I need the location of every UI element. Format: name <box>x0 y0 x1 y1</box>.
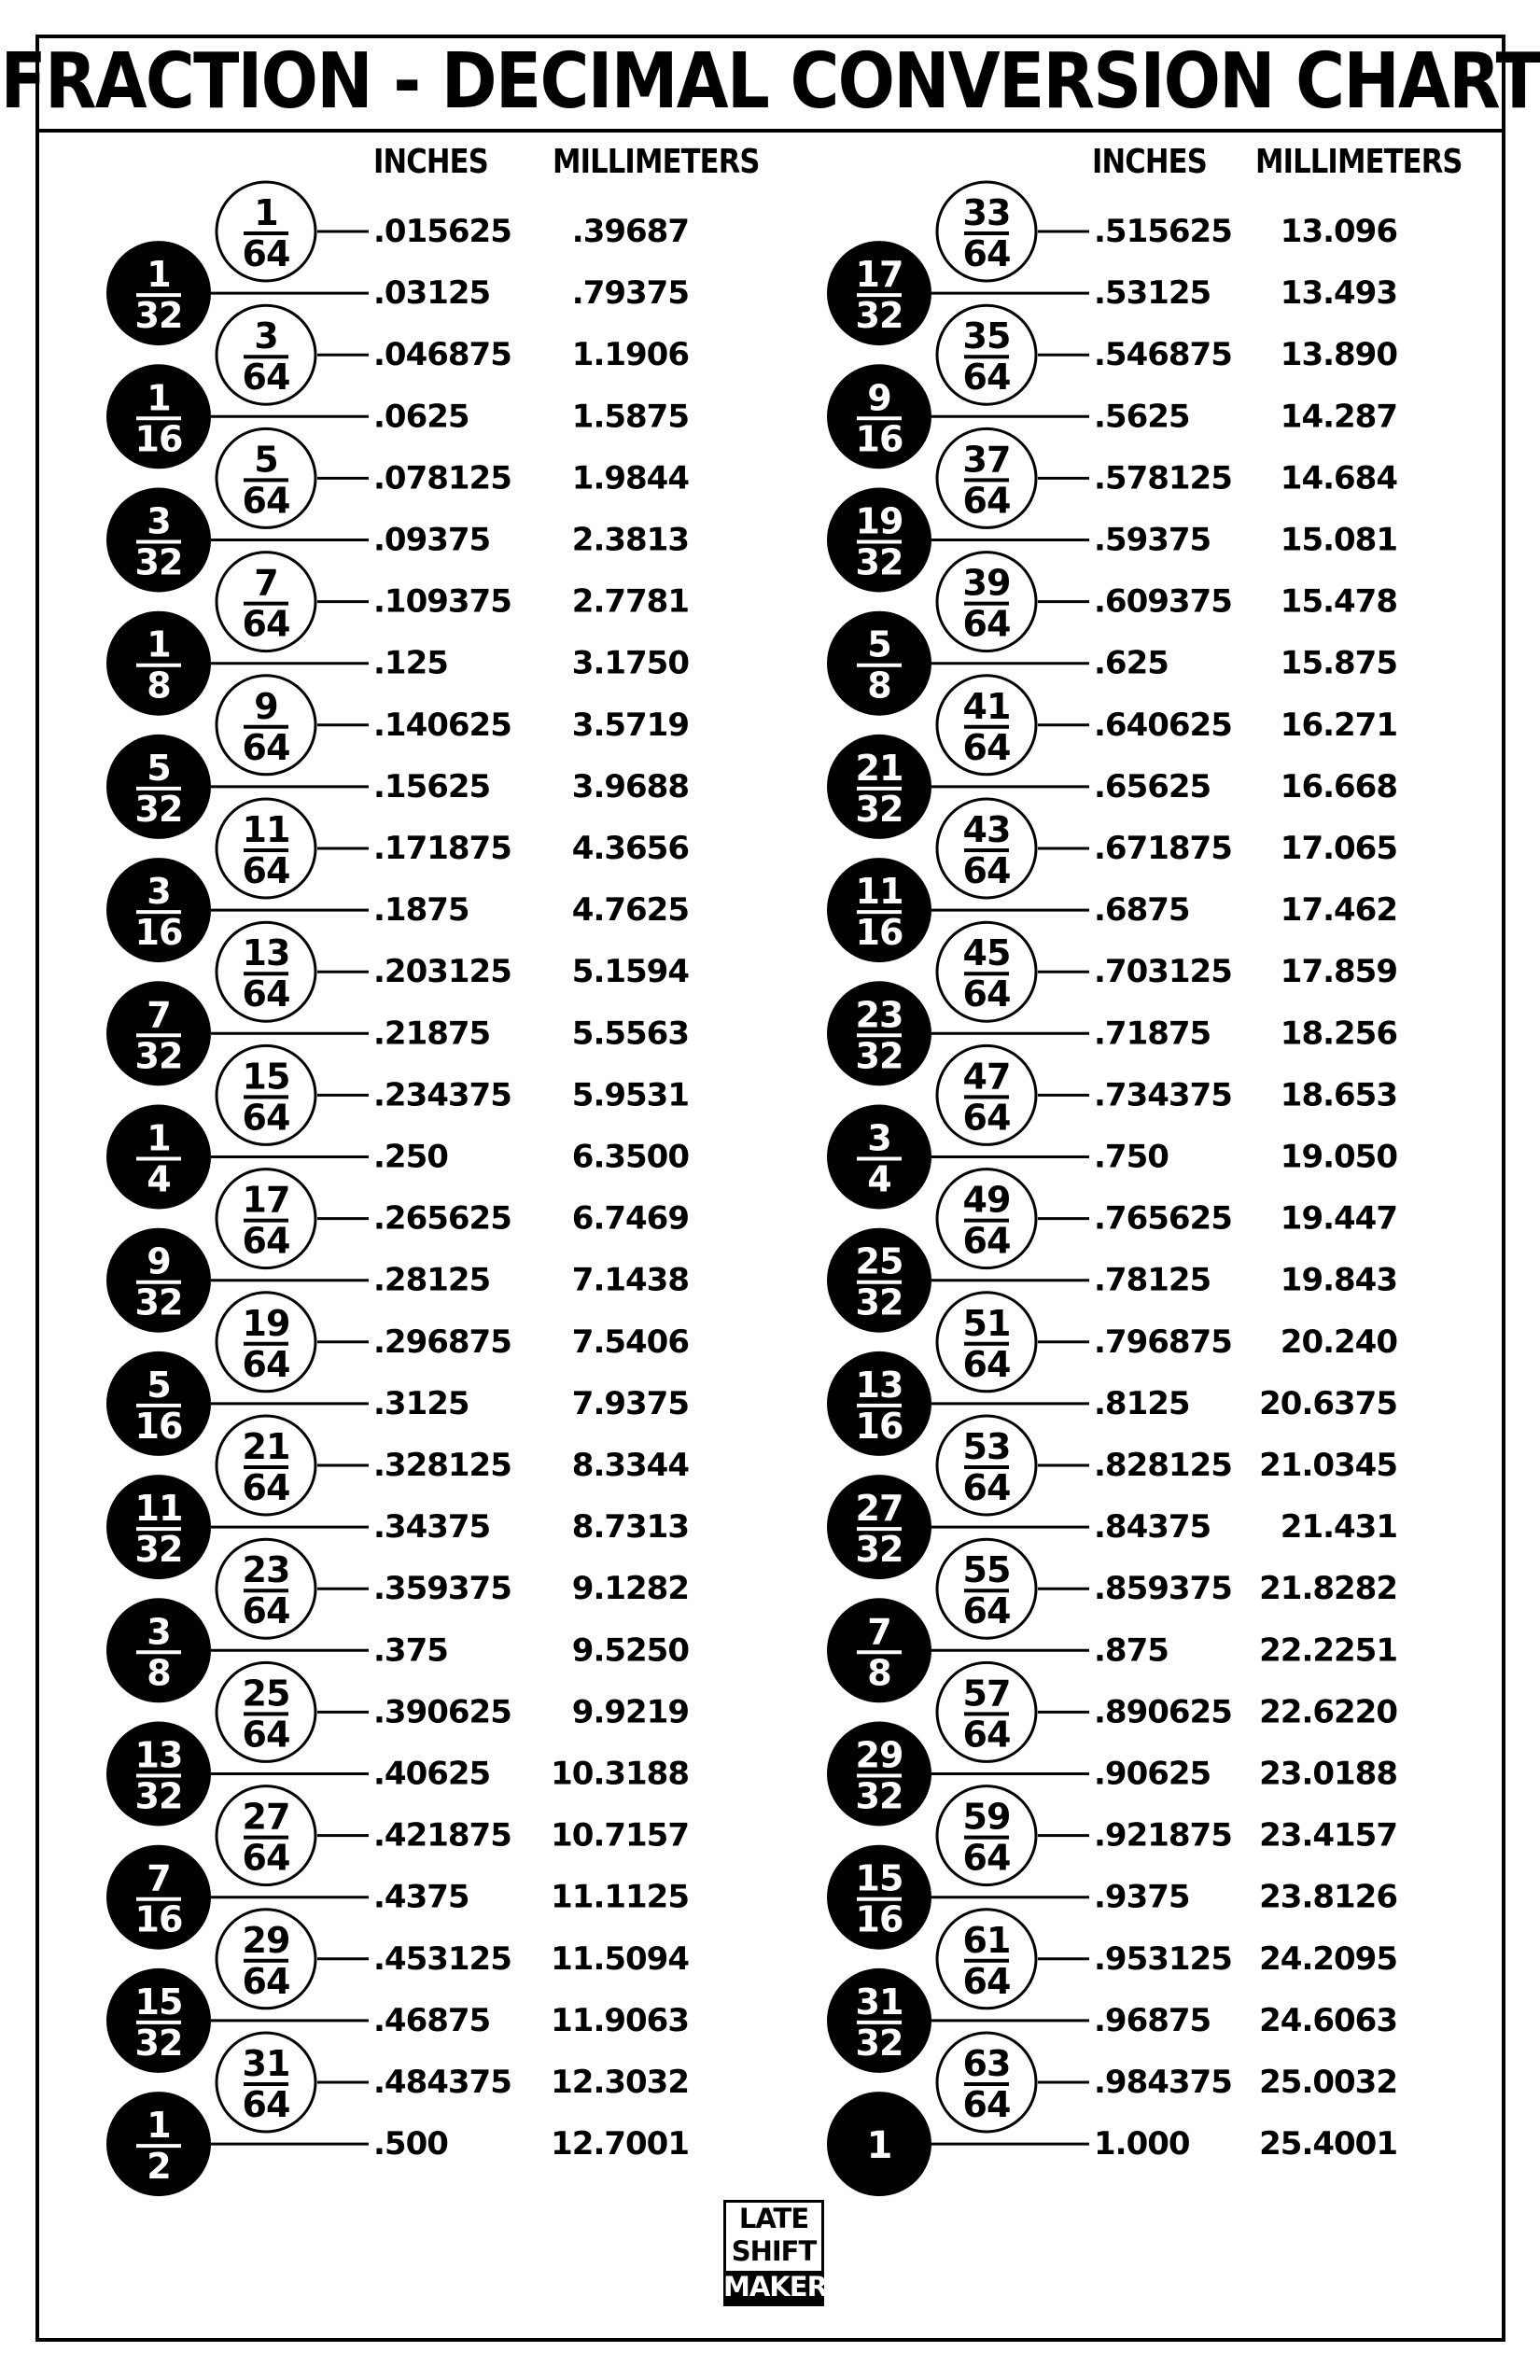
left-row-26-inches-value: .40625 <box>373 1755 491 1793</box>
right-row-7-mm-value: 15.478 <box>1280 582 1397 621</box>
right-row-2-inches-value: .53125 <box>1094 274 1211 313</box>
right-row-28-numerator: 15 <box>855 1857 903 1899</box>
right-row-5-mm-value: 14.684 <box>1280 459 1397 497</box>
right-row-25-inches-value: .890625 <box>1094 1693 1232 1731</box>
left-row-31-mm-value: 12.3032 <box>551 2064 689 2101</box>
left-row-25-inches-value: .390625 <box>373 1693 511 1731</box>
right-row-14-inches-value: .71875 <box>1094 1015 1211 1053</box>
right-row-28-inches-value: .9375 <box>1094 1878 1190 1916</box>
right-row-12-mm-value: 17.462 <box>1280 891 1397 930</box>
right-row-19-numerator: 51 <box>962 1302 1011 1344</box>
left-row-23-inches-value: .359375 <box>373 1570 511 1608</box>
left-row-26-mm-value: 10.3188 <box>551 1755 689 1793</box>
right-row-2-denominator: 32 <box>855 295 903 337</box>
left-row-19-numerator: 19 <box>242 1302 290 1344</box>
left-row-9-inches-value: .140625 <box>373 706 511 744</box>
right-row-21-mm-value: 21.0345 <box>1259 1447 1397 1484</box>
right-inches-header: INCHES <box>1092 143 1207 181</box>
right-row-23-inches-value: .859375 <box>1094 1570 1232 1608</box>
right-row-16-inches-value: .750 <box>1094 1138 1169 1176</box>
right-row-3-numerator: 35 <box>962 315 1011 357</box>
right-row-21-inches-value: .828125 <box>1094 1447 1232 1484</box>
right-row-17-numerator: 49 <box>962 1179 1011 1221</box>
right-row-29-denominator: 64 <box>962 1960 1011 2002</box>
right-row-13-denominator: 64 <box>962 973 1011 1015</box>
right-row-1-mm-value: 13.096 <box>1280 213 1397 250</box>
left-row-12-mm-value: 4.7625 <box>571 891 689 930</box>
right-row-20-inches-value: .8125 <box>1094 1384 1190 1422</box>
right-row-30-inches-value: .96875 <box>1094 2001 1211 2039</box>
right-row-31-mm-value: 25.0032 <box>1259 2064 1397 2101</box>
right-row-5-denominator: 64 <box>962 480 1011 522</box>
right-row-6-denominator: 32 <box>855 541 903 583</box>
left-row-13-denominator: 64 <box>242 973 290 1015</box>
left-row-16-numerator: 1 <box>147 1117 171 1159</box>
right-row-24-mm-value: 22.2251 <box>1259 1631 1397 1670</box>
right-row-25-numerator: 57 <box>962 1673 1011 1715</box>
right-row-16-mm-value: 19.050 <box>1280 1138 1397 1176</box>
right-row-22-inches-value: .84375 <box>1094 1508 1211 1547</box>
left-row-10-mm-value: 3.9688 <box>571 767 689 805</box>
left-row-28-numerator: 7 <box>147 1857 171 1899</box>
left-row-22-mm-value: 8.7313 <box>571 1508 689 1547</box>
right-row-1-denominator: 64 <box>962 233 1011 274</box>
right-row-30-denominator: 32 <box>855 2022 903 2064</box>
left-row-27-denominator: 64 <box>242 1837 290 1879</box>
left-row-18-numerator: 9 <box>147 1240 171 1282</box>
right-row-24-denominator: 8 <box>867 1652 891 1694</box>
right-row-12-denominator: 16 <box>855 912 903 954</box>
left-row-4-mm-value: 1.5875 <box>571 398 689 436</box>
left-row-26-denominator: 32 <box>134 1775 183 1817</box>
left-row-22-numerator: 11 <box>134 1488 183 1530</box>
left-row-7-inches-value: .109375 <box>373 582 511 621</box>
left-row-29-numerator: 29 <box>242 1919 290 1961</box>
left-row-3-mm-value: 1.1906 <box>571 336 689 374</box>
right-row-3-mm-value: 13.890 <box>1280 336 1397 374</box>
right-row-27-inches-value: .921875 <box>1094 1816 1232 1855</box>
right-row-26-numerator: 29 <box>855 1734 903 1776</box>
right-row-22-numerator: 27 <box>855 1488 903 1530</box>
left-row-25-numerator: 25 <box>242 1673 290 1715</box>
left-row-3-denominator: 64 <box>242 357 290 399</box>
right-row-18-inches-value: .78125 <box>1094 1261 1211 1299</box>
left-row-3-inches-value: .046875 <box>373 336 511 374</box>
right-row-14-denominator: 32 <box>855 1035 903 1077</box>
right-row-7-numerator: 39 <box>962 562 1011 604</box>
left-row-10-inches-value: .15625 <box>373 767 491 805</box>
left-millimeters-header: MILLIMETERS <box>553 143 760 181</box>
left-row-7-numerator: 7 <box>254 562 278 604</box>
left-row-29-mm-value: 11.5094 <box>551 1939 689 1978</box>
left-row-11-denominator: 64 <box>242 850 290 891</box>
right-row-16-denominator: 4 <box>867 1158 891 1200</box>
left-row-13-numerator: 13 <box>242 932 290 974</box>
left-row-1-mm-value: .39687 <box>571 213 689 250</box>
left-row-8-inches-value: .125 <box>373 644 448 682</box>
right-row-26-mm-value: 23.0188 <box>1259 1755 1397 1793</box>
right-row-9-denominator: 64 <box>962 726 1011 768</box>
left-row-20-inches-value: .3125 <box>373 1384 469 1422</box>
left-row-3-numerator: 3 <box>254 315 278 357</box>
left-row-15-numerator: 15 <box>242 1056 290 1098</box>
left-row-25-mm-value: 9.9219 <box>571 1693 689 1731</box>
left-row-11-numerator: 11 <box>242 809 290 850</box>
right-row-24-numerator: 7 <box>867 1611 891 1653</box>
right-row-11-denominator: 64 <box>962 850 1011 891</box>
left-row-21-numerator: 21 <box>242 1426 290 1467</box>
left-row-9-denominator: 64 <box>242 726 290 768</box>
left-row-11-inches-value: .171875 <box>373 830 511 867</box>
right-row-16-numerator: 3 <box>867 1117 891 1159</box>
left-row-14-denominator: 32 <box>134 1035 183 1077</box>
left-inches-header: INCHES <box>373 143 488 181</box>
left-row-15-inches-value: .234375 <box>373 1076 511 1114</box>
right-row-30-numerator: 31 <box>855 1981 903 2023</box>
right-row-9-mm-value: 16.271 <box>1280 706 1397 744</box>
left-row-1-numerator: 1 <box>254 192 278 233</box>
right-row-2-numerator: 17 <box>855 254 903 296</box>
right-row-10-denominator: 32 <box>855 788 903 830</box>
right-row-27-mm-value: 23.4157 <box>1259 1816 1397 1855</box>
left-row-4-numerator: 1 <box>147 377 171 419</box>
right-row-8-mm-value: 15.875 <box>1280 644 1397 682</box>
left-row-14-mm-value: 5.5563 <box>571 1015 689 1053</box>
left-row-15-denominator: 64 <box>242 1097 290 1139</box>
left-row-10-numerator: 5 <box>147 747 171 789</box>
left-row-12-inches-value: .1875 <box>373 891 469 930</box>
left-row-13-mm-value: 5.1594 <box>571 953 689 991</box>
right-row-31-numerator: 63 <box>962 2043 1011 2084</box>
left-row-4-denominator: 16 <box>134 418 183 460</box>
left-row-28-denominator: 16 <box>134 1898 183 1940</box>
left-row-6-numerator: 3 <box>147 500 171 542</box>
right-row-21-denominator: 64 <box>962 1467 1011 1508</box>
left-row-26-numerator: 13 <box>134 1734 183 1776</box>
left-row-30-denominator: 32 <box>134 2022 183 2064</box>
right-row-29-mm-value: 24.2095 <box>1259 1939 1397 1978</box>
left-row-28-mm-value: 11.1125 <box>551 1878 689 1916</box>
right-row-12-inches-value: .6875 <box>1094 891 1190 930</box>
left-row-23-mm-value: 9.1282 <box>571 1570 689 1608</box>
right-row-17-denominator: 64 <box>962 1220 1011 1262</box>
right-row-19-denominator: 64 <box>962 1343 1011 1385</box>
left-row-2-numerator: 1 <box>147 254 171 296</box>
logo-line-1: LATE <box>723 2200 824 2235</box>
left-row-5-inches-value: .078125 <box>373 459 511 497</box>
right-row-10-inches-value: .65625 <box>1094 767 1211 805</box>
right-row-18-mm-value: 19.843 <box>1280 1261 1397 1299</box>
right-row-11-numerator: 43 <box>962 809 1011 850</box>
right-row-4-numerator: 9 <box>867 377 891 419</box>
left-row-19-mm-value: 7.5406 <box>571 1323 689 1361</box>
left-row-27-mm-value: 10.7157 <box>551 1816 689 1855</box>
right-row-11-mm-value: 17.065 <box>1280 830 1397 867</box>
right-row-11-inches-value: .671875 <box>1094 830 1232 867</box>
right-row-18-denominator: 32 <box>855 1281 903 1323</box>
right-row-32-mm-value: 25.4001 <box>1259 2125 1397 2163</box>
right-row-4-denominator: 16 <box>855 418 903 460</box>
left-row-7-mm-value: 2.7781 <box>571 582 689 621</box>
right-row-17-mm-value: 19.447 <box>1280 1199 1397 1238</box>
left-row-6-mm-value: 2.3813 <box>571 521 689 559</box>
right-row-26-denominator: 32 <box>855 1775 903 1817</box>
right-row-26-inches-value: .90625 <box>1094 1755 1211 1793</box>
left-row-6-inches-value: .09375 <box>373 521 491 559</box>
left-row-18-denominator: 32 <box>134 1281 183 1323</box>
left-row-30-inches-value: .46875 <box>373 2001 491 2039</box>
right-row-14-mm-value: 18.256 <box>1280 1015 1397 1053</box>
left-row-29-denominator: 64 <box>242 1960 290 2002</box>
right-row-19-mm-value: 20.240 <box>1280 1323 1397 1361</box>
left-row-16-denominator: 4 <box>147 1158 171 1200</box>
right-row-2-mm-value: 13.493 <box>1280 274 1397 313</box>
left-row-32-denominator: 2 <box>147 2146 171 2188</box>
right-row-29-numerator: 61 <box>962 1919 1011 1961</box>
left-row-13-inches-value: .203125 <box>373 953 511 991</box>
right-row-4-inches-value: .5625 <box>1094 398 1190 436</box>
left-row-20-mm-value: 7.9375 <box>571 1384 689 1422</box>
right-row-22-mm-value: 21.431 <box>1280 1508 1397 1547</box>
left-row-23-numerator: 23 <box>242 1549 290 1591</box>
left-row-30-mm-value: 11.9063 <box>551 2001 689 2039</box>
left-row-2-inches-value: .03125 <box>373 274 491 313</box>
left-row-17-inches-value: .265625 <box>373 1199 511 1238</box>
left-row-22-inches-value: .34375 <box>373 1508 491 1547</box>
right-row-3-denominator: 64 <box>962 357 1011 399</box>
left-row-4-inches-value: .0625 <box>373 398 469 436</box>
left-row-24-inches-value: .375 <box>373 1631 448 1670</box>
left-row-21-inches-value: .328125 <box>373 1447 511 1484</box>
left-row-19-inches-value: .296875 <box>373 1323 511 1361</box>
left-row-5-numerator: 5 <box>254 439 278 481</box>
right-row-5-numerator: 37 <box>962 439 1011 481</box>
left-row-18-inches-value: .28125 <box>373 1261 491 1299</box>
left-row-28-inches-value: .4375 <box>373 1878 469 1916</box>
right-row-15-inches-value: .734375 <box>1094 1076 1232 1114</box>
right-row-29-inches-value: .953125 <box>1094 1939 1232 1978</box>
left-row-24-mm-value: 9.5250 <box>571 1631 689 1670</box>
left-row-31-denominator: 64 <box>242 2084 290 2125</box>
right-row-15-mm-value: 18.653 <box>1280 1076 1397 1114</box>
right-row-1-numerator: 33 <box>962 192 1011 233</box>
logo-line-2: SHIFT <box>723 2235 824 2271</box>
right-row-27-numerator: 59 <box>962 1796 1011 1838</box>
right-row-9-numerator: 41 <box>962 685 1011 727</box>
left-row-11-mm-value: 4.3656 <box>571 830 689 867</box>
left-row-19-denominator: 64 <box>242 1343 290 1385</box>
left-row-16-inches-value: .250 <box>373 1138 448 1176</box>
right-row-6-mm-value: 15.081 <box>1280 521 1397 559</box>
right-row-8-denominator: 8 <box>867 665 891 707</box>
right-row-12-numerator: 11 <box>855 871 903 913</box>
left-row-27-numerator: 27 <box>242 1796 290 1838</box>
right-row-15-numerator: 47 <box>962 1056 1011 1098</box>
logo-line-3: MAKER <box>723 2271 824 2306</box>
left-row-31-inches-value: .484375 <box>373 2064 511 2101</box>
left-row-20-numerator: 5 <box>147 1364 171 1406</box>
late-shift-maker-logo <box>723 2200 827 2306</box>
right-row-22-denominator: 32 <box>855 1529 903 1571</box>
left-row-5-denominator: 64 <box>242 480 290 522</box>
right-row-31-denominator: 64 <box>962 2084 1011 2125</box>
right-row-13-inches-value: .703125 <box>1094 953 1232 991</box>
left-row-24-denominator: 8 <box>147 1652 171 1694</box>
right-row-25-denominator: 64 <box>962 1714 1011 1756</box>
right-millimeters-header: MILLIMETERS <box>1255 143 1463 181</box>
right-row-1-inches-value: .515625 <box>1094 213 1232 250</box>
left-row-17-numerator: 17 <box>242 1179 290 1221</box>
left-row-15-mm-value: 5.9531 <box>571 1076 689 1114</box>
right-row-9-inches-value: .640625 <box>1094 706 1232 744</box>
right-row-28-denominator: 16 <box>855 1898 903 1940</box>
left-row-30-numerator: 15 <box>134 1981 183 2023</box>
right-row-13-mm-value: 17.859 <box>1280 953 1397 991</box>
left-row-22-denominator: 32 <box>134 1529 183 1571</box>
right-row-20-numerator: 13 <box>855 1364 903 1406</box>
right-row-8-inches-value: .625 <box>1094 644 1169 682</box>
left-row-27-inches-value: .421875 <box>373 1816 511 1855</box>
right-row-20-denominator: 16 <box>855 1405 903 1447</box>
right-row-14-numerator: 23 <box>855 994 903 1036</box>
right-row-19-inches-value: .796875 <box>1094 1323 1232 1361</box>
right-row-15-denominator: 64 <box>962 1097 1011 1139</box>
left-row-21-denominator: 64 <box>242 1467 290 1508</box>
right-row-27-denominator: 64 <box>962 1837 1011 1879</box>
right-row-3-inches-value: .546875 <box>1094 336 1232 374</box>
left-row-8-mm-value: 3.1750 <box>571 644 689 682</box>
right-row-20-mm-value: 20.6375 <box>1259 1384 1397 1422</box>
left-row-18-mm-value: 7.1438 <box>571 1261 689 1299</box>
right-row-4-mm-value: 14.287 <box>1280 398 1397 436</box>
right-row-23-mm-value: 21.8282 <box>1259 1570 1397 1608</box>
left-row-5-mm-value: 1.9844 <box>571 459 689 497</box>
page-title: FRACTION - DECIMAL CONVERSION CHART <box>0 37 1540 126</box>
right-row-31-inches-value: .984375 <box>1094 2064 1232 2101</box>
right-row-6-numerator: 19 <box>855 500 903 542</box>
left-row-16-mm-value: 6.3500 <box>571 1138 689 1176</box>
left-row-7-denominator: 64 <box>242 603 290 645</box>
left-row-9-mm-value: 3.5719 <box>571 706 689 744</box>
left-row-10-denominator: 32 <box>134 788 183 830</box>
right-row-25-mm-value: 22.6220 <box>1259 1693 1397 1731</box>
right-row-8-numerator: 5 <box>867 623 891 665</box>
left-row-32-inches-value: .500 <box>373 2125 448 2163</box>
left-row-12-numerator: 3 <box>147 871 171 913</box>
left-row-9-numerator: 9 <box>254 685 278 727</box>
right-row-30-mm-value: 24.6063 <box>1259 2001 1397 2039</box>
right-row-23-denominator: 64 <box>962 1590 1011 1632</box>
left-row-14-numerator: 7 <box>147 994 171 1036</box>
left-row-25-denominator: 64 <box>242 1714 290 1756</box>
right-row-10-numerator: 21 <box>855 747 903 789</box>
left-row-14-inches-value: .21875 <box>373 1015 491 1053</box>
right-row-28-mm-value: 23.8126 <box>1259 1878 1397 1916</box>
right-row-7-inches-value: .609375 <box>1094 582 1232 621</box>
left-row-8-denominator: 8 <box>147 665 171 707</box>
left-row-21-mm-value: 8.3344 <box>571 1447 689 1484</box>
right-row-17-inches-value: .765625 <box>1094 1199 1232 1238</box>
left-row-32-numerator: 1 <box>147 2105 171 2147</box>
left-row-31-numerator: 31 <box>242 2043 290 2084</box>
left-row-6-denominator: 32 <box>134 541 183 583</box>
right-row-32-inches-value: 1.000 <box>1094 2125 1190 2163</box>
right-row-13-numerator: 45 <box>962 932 1011 974</box>
left-row-23-denominator: 64 <box>242 1590 290 1632</box>
left-row-1-inches-value: .015625 <box>373 213 511 250</box>
left-row-17-mm-value: 6.7469 <box>571 1199 689 1238</box>
left-row-2-denominator: 32 <box>134 295 183 337</box>
right-row-32-whole-number: 1 <box>866 2124 892 2168</box>
right-row-18-numerator: 25 <box>855 1240 903 1282</box>
right-row-5-inches-value: .578125 <box>1094 459 1232 497</box>
left-row-2-mm-value: .79375 <box>571 274 689 313</box>
right-row-23-numerator: 55 <box>962 1549 1011 1591</box>
right-row-7-denominator: 64 <box>962 603 1011 645</box>
left-row-24-numerator: 3 <box>147 1611 171 1653</box>
left-row-8-numerator: 1 <box>147 623 171 665</box>
left-row-32-mm-value: 12.7001 <box>551 2125 689 2163</box>
right-row-24-inches-value: .875 <box>1094 1631 1169 1670</box>
right-row-21-numerator: 53 <box>962 1426 1011 1467</box>
right-row-6-inches-value: .59375 <box>1094 521 1211 559</box>
right-row-10-mm-value: 16.668 <box>1280 767 1397 805</box>
left-row-29-inches-value: .453125 <box>373 1939 511 1978</box>
left-row-1-denominator: 64 <box>242 233 290 274</box>
left-row-17-denominator: 64 <box>242 1220 290 1262</box>
left-row-20-denominator: 16 <box>134 1405 183 1447</box>
left-row-12-denominator: 16 <box>134 912 183 954</box>
